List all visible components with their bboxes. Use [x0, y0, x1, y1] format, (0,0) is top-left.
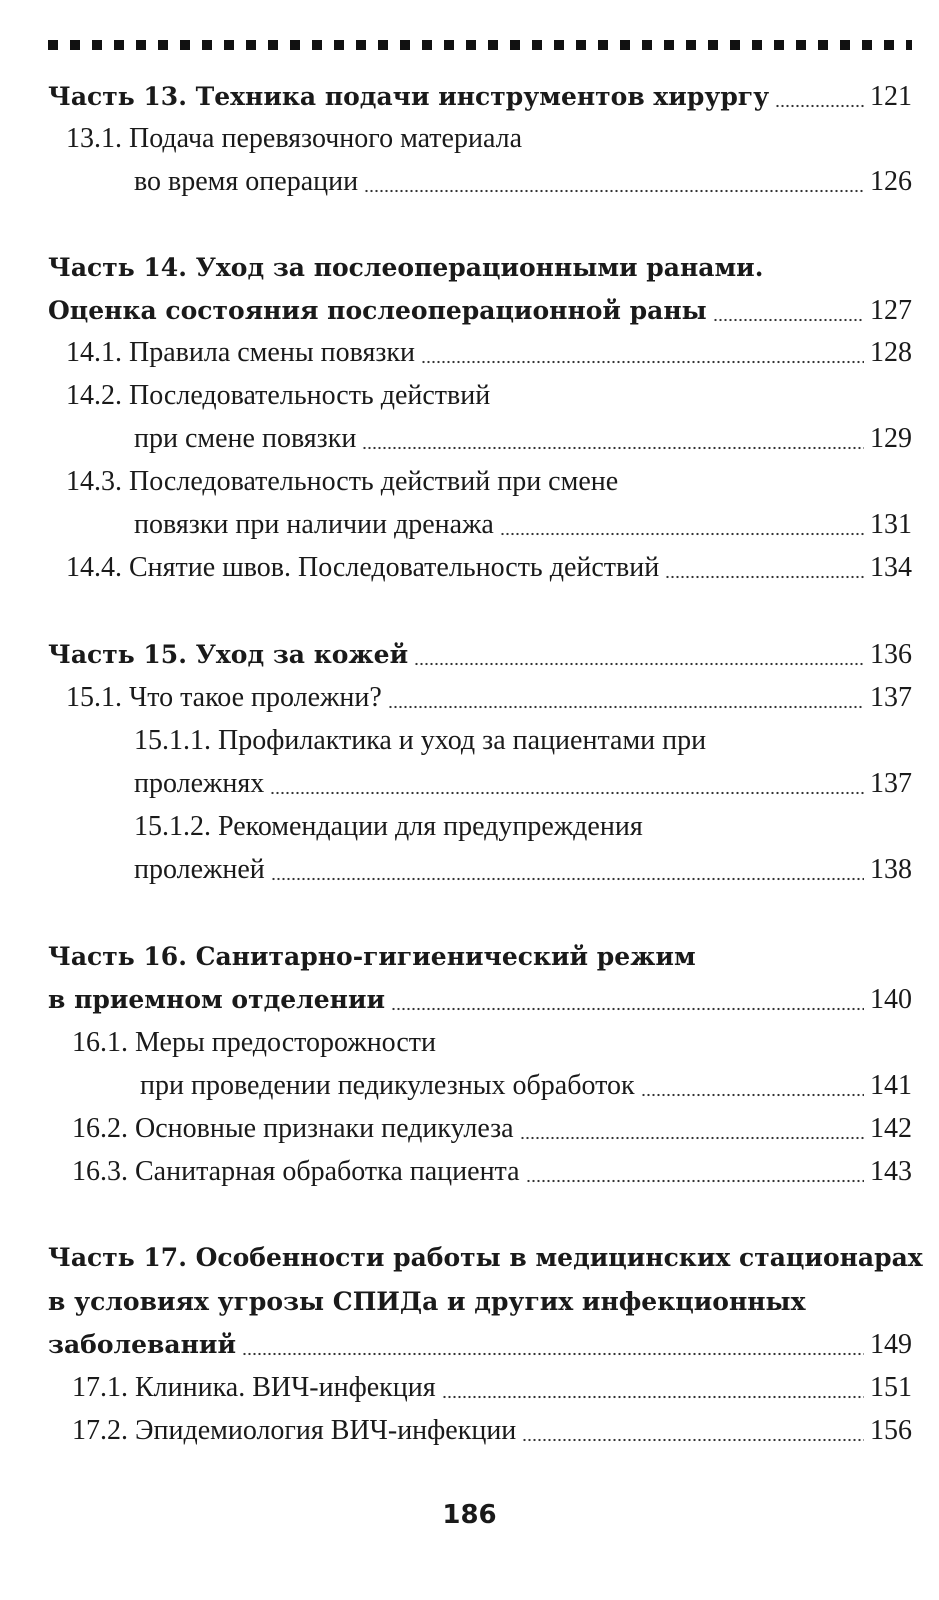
toc-part-15 [48, 640, 912, 670]
toc-16-2: 16.2. Основные признаки педикулеза 142 [72, 1113, 912, 1144]
toc-part-16-line1: Часть 16. Санитарно-гигиенический режим [48, 942, 696, 971]
toc-part-17-line1: Часть 17. Особенности работы в медицинских стационарах [48, 1243, 923, 1272]
toc-15-1-1-line1: 15.1.1. Профилактика и уход за пациентами при [134, 725, 707, 756]
toc-14-1: 14.1. Правила смены повязки 128 [66, 337, 912, 368]
leader-dots [414, 640, 864, 670]
leader-dots [271, 855, 864, 885]
top-dotted-rule [48, 40, 912, 50]
toc-13-1-title: во время операции [134, 166, 359, 197]
leader-dots [364, 167, 864, 197]
leader-dots [775, 82, 864, 112]
toc-part-17 [48, 1330, 912, 1360]
toc-part-14-title: Оценка состояния послеоперационной раны [48, 296, 707, 325]
leader-dots [641, 1071, 864, 1101]
toc-17-2: 17.2. Эпидемиология ВИЧ-инфекции 156 [72, 1415, 912, 1446]
toc-16-1-line1: 16.1. Меры предосторожности [72, 1027, 437, 1058]
toc-part-14-line1: Часть 14. Уход за послеоперационными ранами. [48, 253, 764, 282]
toc-15-1-1: пролежнях 137 [134, 768, 912, 799]
toc-part-17-title: заболеваний [48, 1330, 236, 1359]
toc-15-1-2-line1: 15.1.2. Рекомендации для предупреждения [134, 811, 643, 842]
leader-dots [442, 1373, 864, 1403]
toc-part-13-page: 121 [870, 81, 912, 112]
leader-dots [391, 985, 864, 1015]
toc-part-13-title: Часть 13. Техника подачи инструментов хирургу [48, 82, 770, 111]
toc-13-1-line1: 13.1. Подача перевязочного материала [66, 123, 523, 154]
leader-dots [270, 769, 864, 799]
leader-dots [713, 296, 864, 326]
leader-dots [500, 510, 864, 540]
toc-14-3-line1: 14.3. Последовательность действий при смене [66, 466, 619, 497]
toc-15-1: 15.1. Что такое пролежни? 137 [66, 682, 912, 713]
toc-part-16 [48, 985, 912, 1015]
toc-15-1-2: пролежней 138 [134, 854, 912, 885]
toc-14-4: 14.4. Снятие швов. Последовательность действий 134 [66, 552, 912, 583]
toc-part-15-title: Часть 15. Уход за кожей [48, 640, 409, 669]
toc-13-1 [134, 167, 912, 197]
leader-dots [242, 1330, 864, 1360]
toc-17-1: 17.1. Клиника. ВИЧ-инфекция 151 [72, 1372, 912, 1403]
leader-dots [522, 1416, 864, 1446]
toc-part-13 [48, 82, 912, 112]
leader-dots [421, 338, 864, 368]
toc-part-17-page: 149 [870, 1329, 912, 1360]
page-number: 186 [442, 1500, 497, 1530]
toc-part-15-page: 136 [870, 639, 912, 670]
toc-14-2: при смене повязки 129 [134, 423, 912, 454]
toc-14-3: повязки при наличии дренажа 131 [134, 509, 912, 540]
leader-dots [665, 553, 864, 583]
leader-dots [526, 1157, 864, 1187]
toc-part-14 [48, 296, 912, 326]
toc-part-17-line2: в условиях угрозы СПИДа и других инфекционных [48, 1287, 806, 1316]
toc-part-16-page: 140 [870, 984, 912, 1015]
leader-dots [388, 683, 864, 713]
toc-part-16-title: в приемном отделении [48, 985, 386, 1014]
toc-16-3: 16.3. Санитарная обработка пациента 143 [72, 1156, 912, 1187]
toc-13-1-page: 126 [870, 166, 912, 197]
toc-14-2-line1: 14.2. Последовательность действий [66, 380, 491, 411]
leader-dots [520, 1114, 864, 1144]
toc-part-14-page: 127 [870, 295, 912, 326]
leader-dots [362, 424, 864, 454]
toc-16-1: при проведении педикулезных обработок 141 [140, 1070, 912, 1101]
